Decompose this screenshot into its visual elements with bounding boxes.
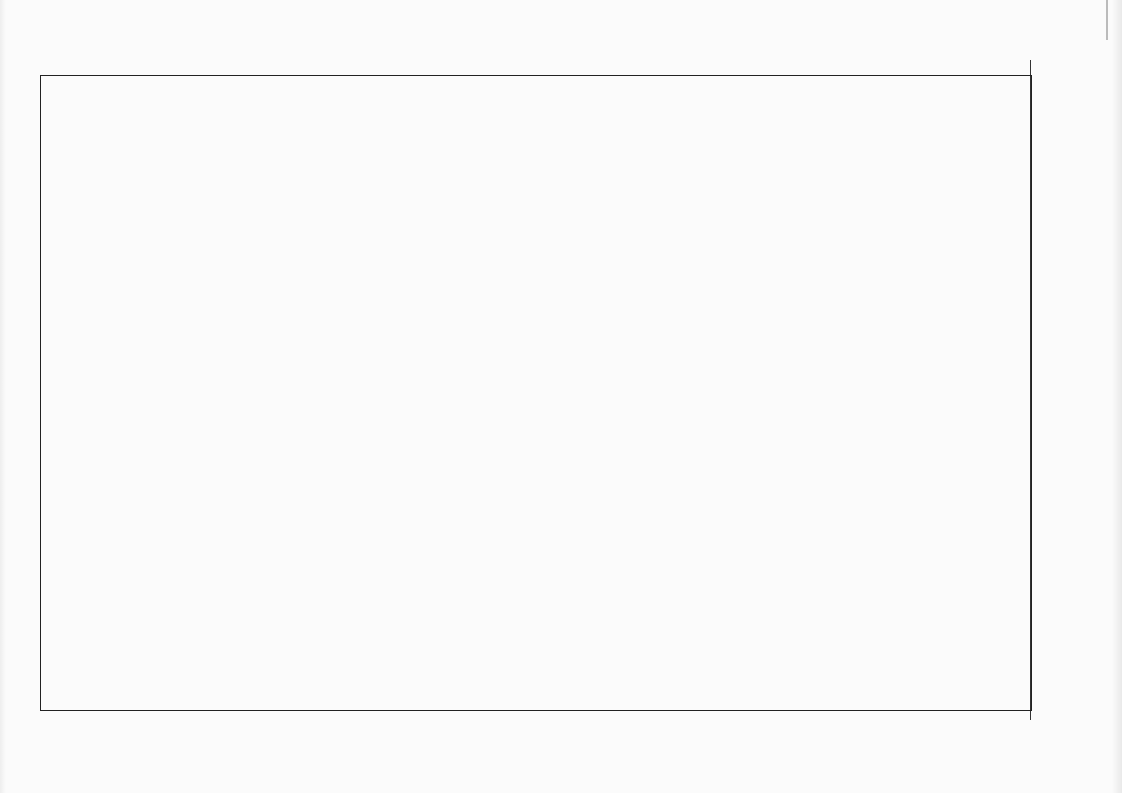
scan-edge-mark (1106, 0, 1108, 40)
penalty-table (40, 75, 1032, 711)
